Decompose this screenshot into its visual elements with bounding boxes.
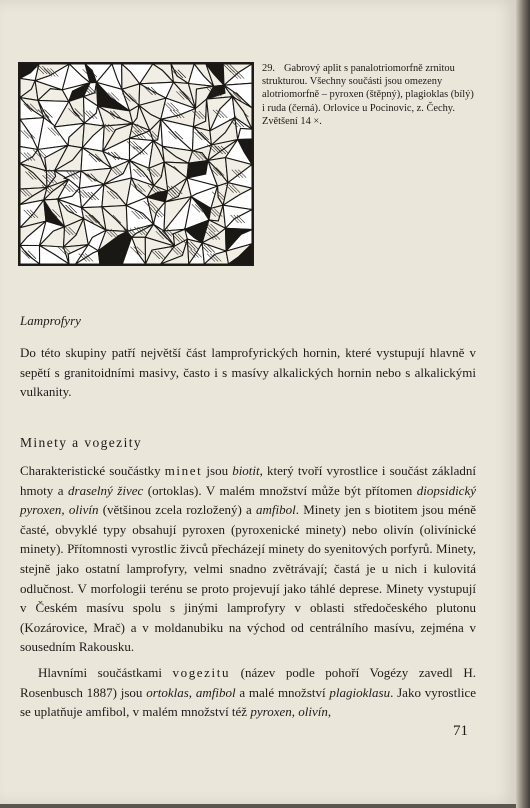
figure-number: 29. xyxy=(262,63,275,74)
section-heading-lamprofyry: Lamprofyry xyxy=(20,313,81,328)
micrograph-figure xyxy=(18,62,254,266)
page-number: 71 xyxy=(453,723,468,739)
paragraph-vogezity: Hlavními součástkami vogezitu (název podle pohoří Vogézy zavedl H. Rosenbusch 1887) jsou ortoklas, amfibol a malé množství plagioklasu. Jako vyrostlice se uplatňuje amfibol, v malém množství též pyroxen, olivín, xyxy=(20,665,476,720)
mineral-term: ortoklas, amfibol xyxy=(146,684,236,700)
term-minet: minet xyxy=(164,463,203,478)
mineral-term: diopsidický pyroxen, olivín xyxy=(20,482,476,518)
figure-caption xyxy=(262,62,474,128)
mineral-term: plagioklasu xyxy=(329,684,391,700)
figure-caption-text: Gabrový aplit s panalotriomorfně zrnitou strukturou. Všechny součásti jsou omezeny alotriomorfně – pyroxen (štěpný), plagioklas (bílý) i ruda (černá). Orlovice u Pocinovic, z. Čechy. Zvětšení 14 ×. xyxy=(262,63,474,127)
micrograph-image xyxy=(20,64,252,264)
mineral-term: pyroxen, olivín xyxy=(250,704,328,720)
mineral-grain xyxy=(238,129,252,140)
mineral-term: amfibol xyxy=(256,502,296,518)
section-heading-minety: Minety a vogezity xyxy=(20,435,143,450)
paragraph-minety: Charakteristické součástky minet jsou biotit, který tvoří vyrostlice i součást základní hmoty a draselný živec (ortoklas). V malém množství může být přítomen diopsidický pyroxen, olivín (většinou zcela rozložený) a amfibol. Minety jen s biotitem jsou méně časté, obvyklé typy obsahují pyroxen (pyroxenické minety) nebo olivín (olivínické minety). Přítomnosti vyrostlic živců přecházejí minety do syenitových porfyrů. Minety, stejně jako ostatní lamprofyry, velmi snadno zvětrávají; častá je u nich i kulovitá odlučnost. V morfologii terénu se proto projevují jako táhlé deprese. Minety vystupují v Českém masívu spolu s jinými lamprofyry v oblasti středočeského plutonu (Kozárovice, Mrač) a v moldanubiku na východ od centrálního masívu, zejména v sousedním Rakousku. xyxy=(20,463,476,655)
mineral-term: draselný živec xyxy=(68,482,144,498)
paragraph-lamprofyry: Do této skupiny patří největší část lamprofyrických hornin, které vystupují hlavně v sepětí s granitoidními masivy, často i s masívy alkalických hornin nebo s alkalickými vulkanity. xyxy=(20,345,476,399)
book-spine xyxy=(516,0,530,808)
mineral-term: biotit xyxy=(232,463,260,478)
term-vogezit: vogezitu xyxy=(172,665,231,680)
